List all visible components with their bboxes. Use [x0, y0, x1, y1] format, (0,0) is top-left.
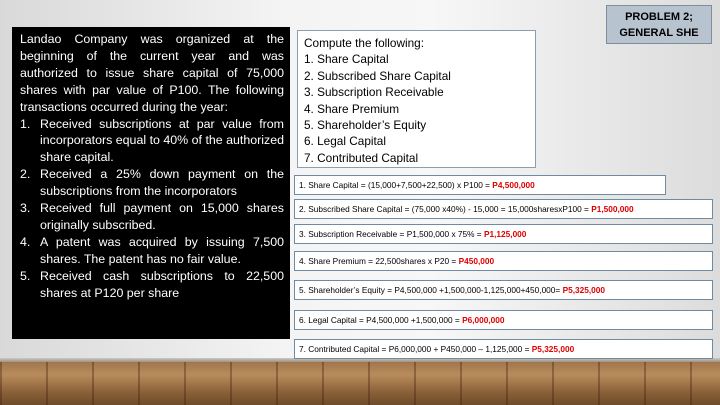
answer-share-capital: 1. Share Capital = (15,000+7,500+22,500) x P100 = P4,500,000 — [294, 175, 666, 195]
answer-legal-capital: 6. Legal Capital = P4,500,000 +1,500,000 = P6,000,000 — [294, 310, 713, 330]
answer-result: P5,325,000 — [562, 285, 606, 295]
compute-item: 6. Legal Capital — [304, 134, 386, 149]
compute-item: 1. Share Capital — [304, 52, 389, 67]
compute-item: 4. Share Premium — [304, 101, 400, 116]
answer-result: P1,125,000 — [483, 229, 527, 239]
problem-intro: Landao Company was organized at the beginning of the current year and was authorized to issue share capital of 75,000 shares with par value of P100. The following transactions occurred during the year: — [20, 32, 284, 114]
transaction-item: 3. Received full payment on 15,000 shares originally subscribed. — [20, 201, 284, 232]
compute-heading: Compute the following: — [304, 36, 425, 50]
transaction-item: 1. Received subscriptions at par value from incorporators equal to 40% of the authorized share capital. — [20, 116, 284, 165]
answer-shareholders-equity: 5. Shareholder’s Equity = P4,500,000 +1,500,000-1,125,000+450,000= P5,325,000 — [294, 280, 713, 300]
answer-result: P450,000 — [458, 256, 495, 266]
title-line-1: PROBLEM 2; — [625, 11, 693, 23]
answer-result: P6,000,000 — [462, 315, 505, 325]
answer-contributed-capital: 7. Contributed Capital = P6,000,000 + P450,000 – 1,125,000 = P5,325,000 — [294, 339, 713, 359]
answer-subscribed-share-capital: 2. Subscribed Share Capital = (75,000 x40%) - 15,000 = 15,000sharesxP100 = P1,500,000 — [294, 199, 713, 219]
problem-statement-panel — [12, 27, 290, 339]
transaction-item: 5. Received cash subscriptions to 22,500 shares at P120 per share — [20, 268, 284, 300]
compute-requirements-box — [297, 30, 536, 168]
compute-item: 5. Shareholder’s Equity — [304, 118, 427, 133]
compute-item: 2. Subscribed Share Capital — [304, 68, 451, 83]
answer-subscription-receivable: 3. Subscription Receivable = P1,500,000 x 75% = P1,125,000 — [294, 224, 713, 244]
transaction-item: 2. Received a 25% down payment on the subscriptions from the incorporators — [20, 167, 284, 199]
wooden-floor-background — [0, 362, 720, 405]
transaction-item: 4. A patent was acquired by issuing 7,500 shares. The patent has no fair value. — [20, 234, 284, 266]
answer-result: P5,325,000 — [531, 344, 575, 354]
answer-share-premium: 4. Share Premium = 22,500shares x P20 = P450,000 — [294, 251, 713, 271]
transaction-list — [20, 116, 284, 302]
title-line-2: GENERAL SHE — [619, 27, 699, 39]
answer-result: P1,500,000 — [591, 204, 634, 214]
compute-item: 7. Contributed Capital — [304, 150, 419, 165]
problem-title-box — [606, 5, 712, 44]
answer-result: P4,500,000 — [492, 180, 535, 190]
compute-item: 3. Subscription Receivable — [304, 85, 444, 100]
